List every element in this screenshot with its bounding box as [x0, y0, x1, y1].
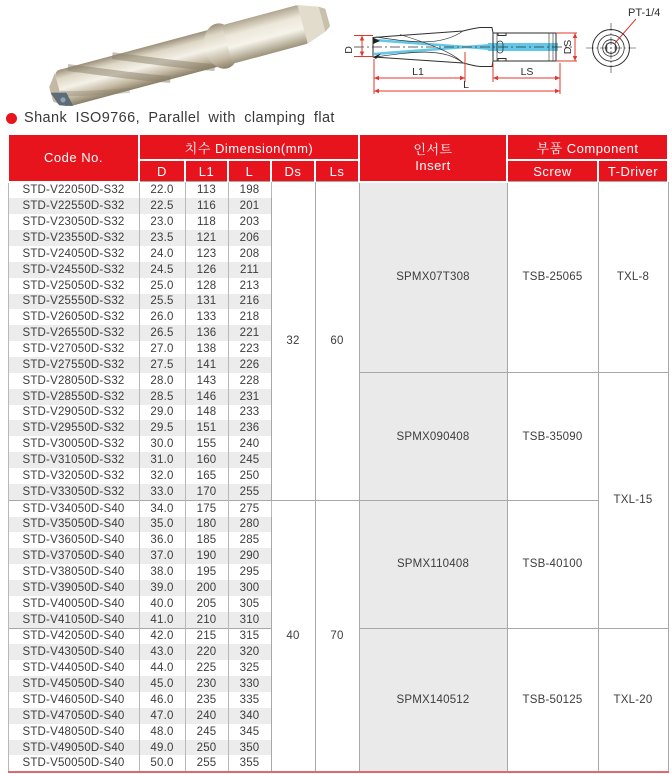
l-cell: 240 [228, 436, 271, 452]
d-cell: 45.0 [139, 676, 185, 692]
l1-cell: 245 [185, 724, 228, 740]
l-cell: 250 [228, 468, 271, 484]
l1-cell: 155 [185, 436, 228, 452]
d-cell: 50.0 [139, 755, 185, 772]
thread-label-pt: PT-1/4 [628, 7, 661, 19]
l-cell: 233 [228, 405, 271, 421]
l1-cell: 200 [185, 580, 228, 596]
l1-cell: 205 [185, 596, 228, 612]
code-cell: STD-V23550D-S32 [8, 230, 139, 246]
screw-cell: TSB-50125 [507, 628, 598, 772]
l-cell: 350 [228, 740, 271, 756]
header-ls: Ls [315, 160, 359, 182]
code-cell: STD-V24050D-S32 [8, 246, 139, 262]
code-cell: STD-V22550D-S32 [8, 198, 139, 214]
l-cell: 340 [228, 708, 271, 724]
l-cell: 355 [228, 755, 271, 772]
code-cell: STD-V26550D-S32 [8, 325, 139, 341]
code-cell: STD-V28050D-S32 [8, 373, 139, 389]
l-cell: 255 [228, 484, 271, 500]
l-cell: 211 [228, 262, 271, 278]
d-cell: 22.5 [139, 198, 185, 214]
dim-label-l1: L1 [412, 66, 424, 78]
l1-cell: 118 [185, 214, 228, 230]
tip-insert-shape [373, 38, 380, 45]
ls-cell: 70 [315, 500, 359, 772]
header-component-group: 부품 Component [507, 134, 668, 160]
spec-table [7, 133, 669, 773]
l1-cell: 170 [185, 484, 228, 500]
d-cell: 48.0 [139, 724, 185, 740]
header-insert-en: Insert [415, 157, 451, 173]
l-cell: 280 [228, 517, 271, 533]
d-cell: 29.0 [139, 405, 185, 421]
insert-cell: SPMX07T308 [359, 182, 507, 373]
d-cell: 49.0 [139, 740, 185, 756]
l1-cell: 215 [185, 628, 228, 644]
screw-cell: TSB-40100 [507, 500, 598, 628]
d-cell: 44.0 [139, 660, 185, 676]
spec-table-header [8, 134, 668, 182]
code-cell: STD-V50050D-S40 [8, 755, 139, 772]
section-heading-text: Shank ISO9766, Parallel with clamping flat [24, 110, 335, 126]
t-driver-cell: TXL-15 [598, 373, 668, 628]
l1-cell: 113 [185, 182, 228, 199]
l1-cell: 235 [185, 692, 228, 708]
code-cell: STD-V41050D-S40 [8, 612, 139, 628]
l-cell: 310 [228, 612, 271, 628]
dim-label-l: L [463, 79, 469, 91]
header-ds: Ds [271, 160, 315, 182]
l1-cell: 133 [185, 309, 228, 325]
d-cell: 27.5 [139, 357, 185, 373]
d-cell: 33.0 [139, 484, 185, 500]
l-cell: 218 [228, 309, 271, 325]
d-cell: 30.0 [139, 436, 185, 452]
d-cell: 37.0 [139, 548, 185, 564]
l-cell: 226 [228, 357, 271, 373]
d-cell: 27.0 [139, 341, 185, 357]
code-cell: STD-V35050D-S40 [8, 517, 139, 533]
dimension-lines [354, 19, 636, 94]
d-cell: 25.5 [139, 294, 185, 310]
bullet-icon [6, 113, 17, 124]
code-cell: STD-V39050D-S40 [8, 580, 139, 596]
l1-cell: 190 [185, 548, 228, 564]
d-cell: 24.0 [139, 246, 185, 262]
code-cell: STD-V34050D-S40 [8, 500, 139, 516]
l-cell: 231 [228, 389, 271, 405]
header-screw: Screw [507, 160, 598, 182]
d-cell: 23.0 [139, 214, 185, 230]
code-cell: STD-V27550D-S32 [8, 357, 139, 373]
d-cell: 35.0 [139, 517, 185, 533]
l-cell: 201 [228, 198, 271, 214]
code-cell: STD-V31050D-S32 [8, 452, 139, 468]
d-cell: 46.0 [139, 692, 185, 708]
l-cell: 203 [228, 214, 271, 230]
table-row [8, 182, 668, 199]
l-cell: 320 [228, 644, 271, 660]
d-cell: 24.5 [139, 262, 185, 278]
spec-table-body [8, 182, 668, 773]
d-cell: 31.0 [139, 452, 185, 468]
l1-cell: 185 [185, 532, 228, 548]
l1-cell: 175 [185, 500, 228, 516]
l1-cell: 141 [185, 357, 228, 373]
ls-cell: 60 [315, 182, 359, 501]
l1-cell: 195 [185, 564, 228, 580]
l1-cell: 250 [185, 740, 228, 756]
code-cell: STD-V36050D-S40 [8, 532, 139, 548]
d-cell: 22.0 [139, 182, 185, 199]
code-cell: STD-V47050D-S40 [8, 708, 139, 724]
code-cell: STD-V33050D-S32 [8, 484, 139, 500]
l-cell: 335 [228, 692, 271, 708]
d-cell: 38.0 [139, 564, 185, 580]
l1-cell: 255 [185, 755, 228, 772]
l1-cell: 240 [185, 708, 228, 724]
code-cell: STD-V40050D-S40 [8, 596, 139, 612]
d-cell: 28.0 [139, 373, 185, 389]
l-cell: 206 [228, 230, 271, 246]
l1-cell: 116 [185, 198, 228, 214]
header-code-no: Code No. [8, 134, 139, 182]
code-cell: STD-V29050D-S32 [8, 405, 139, 421]
t-driver-cell: TXL-20 [598, 628, 668, 772]
shank-end-view [586, 23, 636, 73]
l1-cell: 146 [185, 389, 228, 405]
d-cell: 26.5 [139, 325, 185, 341]
insert-cell: SPMX090408 [359, 373, 507, 500]
l1-cell: 165 [185, 468, 228, 484]
section-heading [6, 106, 335, 130]
code-cell: STD-V25550D-S32 [8, 294, 139, 310]
table-row [8, 500, 668, 516]
d-cell: 36.0 [139, 532, 185, 548]
l-cell: 345 [228, 724, 271, 740]
code-cell: STD-V22050D-S32 [8, 182, 139, 199]
code-cell: STD-V38050D-S40 [8, 564, 139, 580]
l-cell: 213 [228, 278, 271, 294]
l-cell: 208 [228, 246, 271, 262]
d-cell: 25.0 [139, 278, 185, 294]
l-cell: 300 [228, 580, 271, 596]
l1-cell: 136 [185, 325, 228, 341]
l1-cell: 123 [185, 246, 228, 262]
ds-cell: 32 [271, 182, 315, 501]
l1-cell: 210 [185, 612, 228, 628]
code-cell: STD-V25050D-S32 [8, 278, 139, 294]
l-cell: 295 [228, 564, 271, 580]
screw-cell: TSB-35090 [507, 373, 598, 500]
code-cell: STD-V48050D-S40 [8, 724, 139, 740]
header-l: L [228, 160, 271, 182]
l1-cell: 128 [185, 278, 228, 294]
l1-cell: 151 [185, 420, 228, 436]
dim-label-ds: DS [562, 39, 574, 55]
d-cell: 32.0 [139, 468, 185, 484]
code-cell: STD-V23050D-S32 [8, 214, 139, 230]
drill-photo [8, 0, 338, 106]
d-cell: 42.0 [139, 628, 185, 644]
l1-cell: 225 [185, 660, 228, 676]
l-cell: 290 [228, 548, 271, 564]
insert-cell: SPMX110408 [359, 500, 507, 628]
l1-cell: 160 [185, 452, 228, 468]
d-cell: 40.0 [139, 596, 185, 612]
l-cell: 245 [228, 452, 271, 468]
l1-cell: 230 [185, 676, 228, 692]
l-cell: 325 [228, 660, 271, 676]
d-cell: 41.0 [139, 612, 185, 628]
l-cell: 223 [228, 341, 271, 357]
code-cell: STD-V28550D-S32 [8, 389, 139, 405]
d-cell: 47.0 [139, 708, 185, 724]
code-cell: STD-V46050D-S40 [8, 692, 139, 708]
t-driver-cell: TXL-8 [598, 182, 668, 373]
l1-cell: 220 [185, 644, 228, 660]
header-insert-group [359, 134, 507, 182]
code-cell: STD-V43050D-S40 [8, 644, 139, 660]
code-cell: STD-V37050D-S40 [8, 548, 139, 564]
l-cell: 221 [228, 325, 271, 341]
insert-cell: SPMX140512 [359, 628, 507, 772]
code-cell: STD-V24550D-S32 [8, 262, 139, 278]
l-cell: 198 [228, 182, 271, 199]
header-dimension-group: 치수 Dimension(mm) [139, 134, 359, 160]
dim-label-ls: LS [520, 66, 534, 78]
l-cell: 330 [228, 676, 271, 692]
dimension-diagram [340, 0, 672, 106]
l1-cell: 143 [185, 373, 228, 389]
d-cell: 39.0 [139, 580, 185, 596]
l1-cell: 121 [185, 230, 228, 246]
drill-body-shape [45, 0, 334, 106]
l-cell: 216 [228, 294, 271, 310]
l-cell: 315 [228, 628, 271, 644]
header-insert-ko: 인서트 [413, 141, 453, 157]
code-cell: STD-V27050D-S32 [8, 341, 139, 357]
dim-label-d: D [343, 46, 355, 54]
l1-cell: 131 [185, 294, 228, 310]
code-cell: STD-V26050D-S32 [8, 309, 139, 325]
header-t-driver: T-Driver [598, 160, 668, 182]
d-cell: 29.5 [139, 420, 185, 436]
l-cell: 275 [228, 500, 271, 516]
ds-cell: 40 [271, 500, 315, 772]
code-cell: STD-V30050D-S32 [8, 436, 139, 452]
d-cell: 23.5 [139, 230, 185, 246]
l1-cell: 180 [185, 517, 228, 533]
code-cell: STD-V44050D-S40 [8, 660, 139, 676]
header-d: D [139, 160, 185, 182]
l1-cell: 138 [185, 341, 228, 357]
code-cell: STD-V32050D-S32 [8, 468, 139, 484]
code-cell: STD-V29550D-S32 [8, 420, 139, 436]
l-cell: 236 [228, 420, 271, 436]
d-cell: 26.0 [139, 309, 185, 325]
header-l1: L1 [185, 160, 228, 182]
code-cell: STD-V42050D-S40 [8, 628, 139, 644]
l-cell: 228 [228, 373, 271, 389]
l1-cell: 126 [185, 262, 228, 278]
d-cell: 28.5 [139, 389, 185, 405]
l-cell: 305 [228, 596, 271, 612]
d-cell: 43.0 [139, 644, 185, 660]
screw-cell: TSB-25065 [507, 182, 598, 373]
code-cell: STD-V45050D-S40 [8, 676, 139, 692]
code-cell: STD-V49050D-S40 [8, 740, 139, 756]
l1-cell: 148 [185, 405, 228, 421]
d-cell: 34.0 [139, 500, 185, 516]
l-cell: 285 [228, 532, 271, 548]
